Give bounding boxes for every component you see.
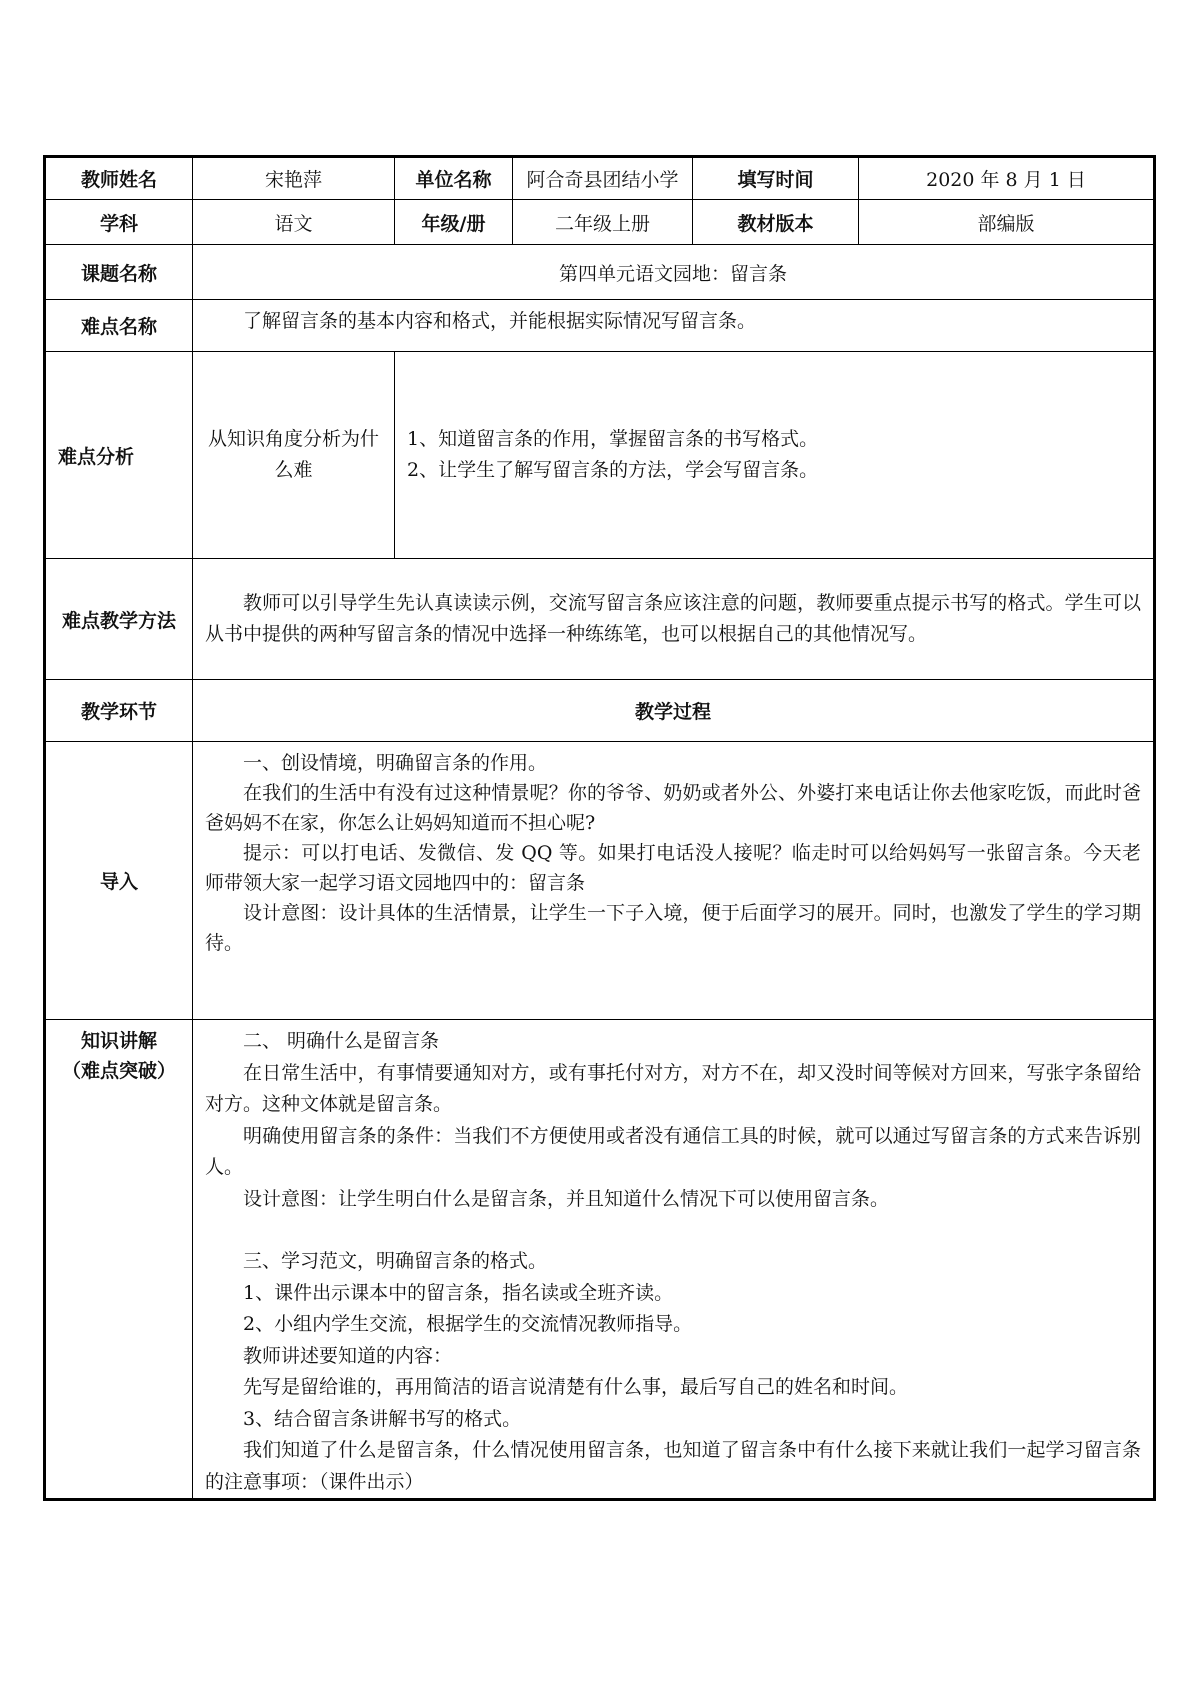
subject-label: 学科 — [45, 200, 193, 245]
knowledge-label-line2: （难点突破） — [61, 1060, 176, 1082]
knowledge-paragraph: 我们知道了什么是留言条，什么情况使用留言条，也知道了留言条中有什么接下来就让我们一起学习留言条的注意事项：（课件出示） — [205, 1439, 1141, 1493]
analysis-row — [45, 352, 1155, 559]
process-left-header: 教学环节 — [45, 680, 193, 742]
knowledge-paragraph: 二、 明确什么是留言条 — [243, 1030, 440, 1052]
knowledge-label-line1: 知识讲解 — [80, 1030, 157, 1052]
grade-value: 二年级上册 — [513, 200, 693, 245]
method-text: 教师可以引导学生先认真读读示例，交流写留言条应该注意的问题，教师要重点提示书写的格式。学生可以从书中提供的两种写留言条的情况中选择一种练练笔，也可以根据自己的其他情况写。 — [205, 592, 1141, 645]
topic-label: 课题名称 — [45, 245, 193, 300]
intro-paragraph: 在我们的生活中有没有过这种情景呢？你的爷爷、奶奶或者外公、外婆打来电话让你去他家吃饭，而此时爸爸妈妈不在家，你怎么让妈妈知道而不担心呢? — [205, 782, 1141, 834]
intro-row — [45, 742, 1155, 1020]
unit-label: 单位名称 — [395, 157, 513, 200]
difficulty-label: 难点名称 — [45, 300, 193, 352]
knowledge-row — [45, 1020, 1155, 1500]
unit-value: 阿合奇县团结小学 — [513, 157, 693, 200]
analysis-items — [395, 352, 1155, 559]
intro-paragraph: 设计意图：设计具体的生活情景，让学生一下子入境，便于后面学习的展开。同时，也激发了学生的学习期待。 — [205, 902, 1141, 954]
knowledge-paragraph: 设计意图：让学生明白什么是留言条，并且知道什么情况下可以使用留言条。 — [243, 1187, 890, 1210]
knowledge-paragraph: 在日常生活中，有事情要通知对方，或有事托付对方，对方不在，却又没时间等候对方回来，写张字条留给对方。这种文体就是留言条。 — [205, 1061, 1141, 1115]
date-label: 填写时间 — [693, 157, 859, 200]
topic-value: 第四单元语文园地：留言条 — [193, 245, 1155, 300]
header-row-1 — [45, 157, 1155, 200]
teacher-label: 教师姓名 — [45, 157, 193, 200]
knowledge-paragraph: 先写是留给谁的，再用简洁的语言说清楚有什么事，最后写自己的姓名和时间。 — [243, 1376, 909, 1398]
method-label: 难点教学方法 — [45, 559, 193, 680]
lesson-plan-sheet — [43, 155, 1153, 1501]
intro-paragraph: 一、创设情境，明确留言条的作用。 — [243, 752, 548, 774]
difficulty-row — [45, 300, 1155, 352]
lesson-plan-table — [43, 155, 1156, 1501]
analysis-item-1: 1、知道留言条的作用，掌握留言条的书写格式。 — [407, 428, 819, 450]
analysis-sub-label: 从知识角度分析为什么难 — [207, 428, 379, 481]
topic-row — [45, 245, 1155, 300]
subject-value: 语文 — [193, 200, 395, 245]
header-row-2 — [45, 200, 1155, 245]
intro-content — [193, 742, 1155, 1020]
date-value: 2020 年 8 月 1 日 — [859, 157, 1155, 200]
grade-label: 年级/册 — [395, 200, 513, 245]
process-right-header: 教学过程 — [193, 680, 1155, 742]
teacher-value: 宋艳萍 — [193, 157, 395, 200]
knowledge-paragraph: 明确使用留言条的条件：当我们不方便使用或者没有通信工具的时候，就可以通过写留言条的方式来告诉别人。 — [205, 1124, 1141, 1178]
knowledge-paragraph: 2、小组内学生交流，根据学生的交流情况教师指导。 — [243, 1313, 693, 1335]
intro-label: 导入 — [45, 742, 193, 1020]
knowledge-paragraph: 3、结合留言条讲解书写的格式。 — [243, 1407, 522, 1430]
difficulty-value: 了解留言条的基本内容和格式，并能根据实际情况写留言条。 — [243, 310, 757, 332]
edition-label: 教材版本 — [693, 200, 859, 245]
knowledge-paragraph: 1、课件出示课本中的留言条，指名读或全班齐读。 — [243, 1281, 674, 1304]
knowledge-content — [193, 1020, 1155, 1500]
analysis-label: 难点分析 — [45, 352, 193, 559]
knowledge-paragraph: 教师讲述要知道的内容： — [243, 1344, 453, 1367]
intro-paragraph: 提示：可以打电话、发微信、发 QQ 等。如果打电话没人接呢？临走时可以给妈妈写一张留言条。今天老师带领大家一起学习语文园地四中的：留言条 — [205, 842, 1141, 894]
process-header-row — [45, 680, 1155, 742]
knowledge-blank-line — [205, 1215, 1141, 1246]
knowledge-paragraph: 三、学习范文，明确留言条的格式。 — [243, 1250, 548, 1272]
method-row — [45, 559, 1155, 680]
analysis-item-2: 2、让学生了解写留言条的方法，学会写留言条。 — [407, 459, 819, 481]
edition-value: 部编版 — [859, 200, 1155, 245]
